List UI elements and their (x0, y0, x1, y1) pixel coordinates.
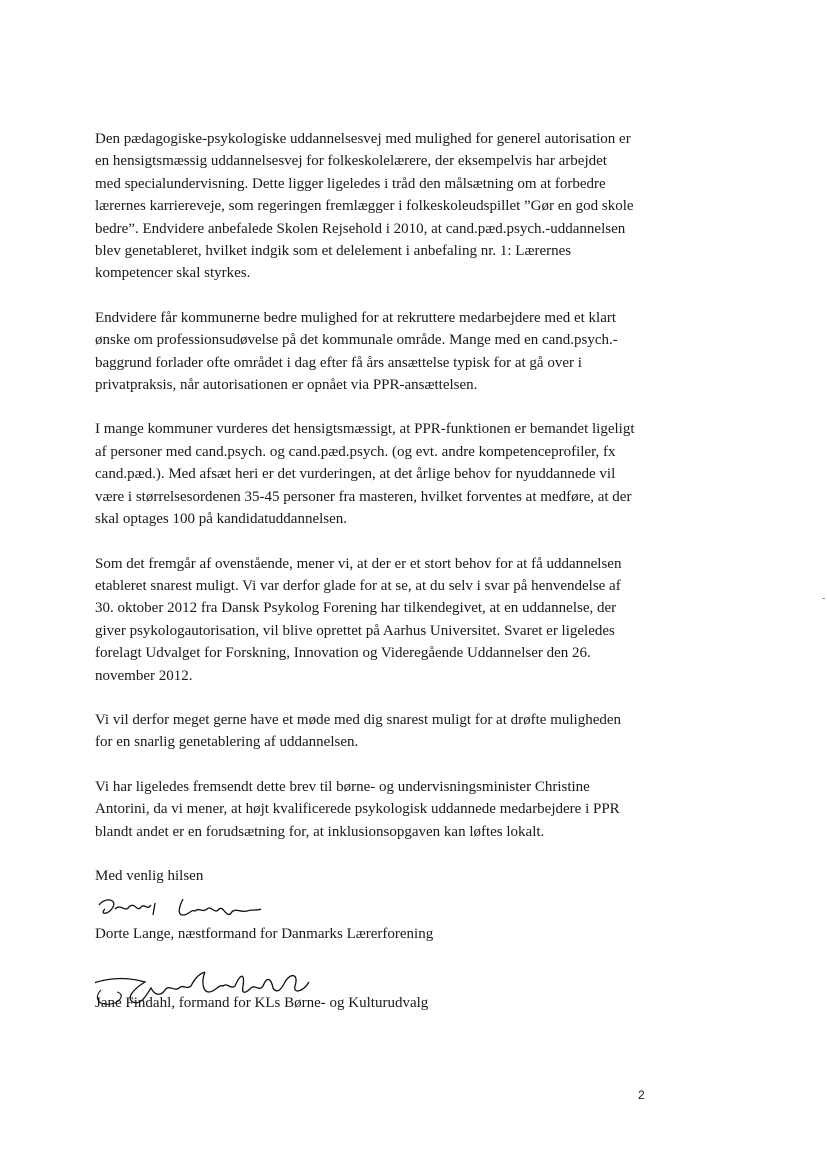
signer-name-2: Jane Findahl, formand for KLs Børne- og Kulturudvalg (95, 994, 429, 1011)
signature-block-2 (95, 968, 635, 1014)
handwritten-signature-1 (95, 893, 315, 923)
page-number: 2 (638, 1088, 645, 1102)
signer-name-1: Dorte Lange, næstformand for Danmarks Lærerforening (95, 926, 434, 943)
paragraph: I mange kommuner vurderes det hensigtsmæssigt, at PPR-funktionen er bemandet ligeligt af personer med cand.psych. og cand.pæd.psych. (og evt. andre kompetenceprofiler, fx cand.pæd.). Med afsæt heri er det vurderingen, at det årlige behov for nyuddannede vil være i størrelsesordenen 35-45 personer fra masteren, hvilket forventes at medføre, at der skal optages 100 på kandidatuddannelsen. (95, 421, 635, 528)
paragraph: Den pædagogiske-psykologiske uddannelsesvej med mulighed for generel autorisation er en hensigtsmæssig uddannelsesvej for folkeskolelærere, der eksempelvis har arbejdet med specialundervisning. Dette ligger ligeledes i tråd den målsætning om at forbedre lærernes karriereveje, som regeringen fremlægger i folkeskoleudspillet ”Gør en god skole bedre”. Endvidere anbefalede Skolen Rejsehold i 2010, at cand.pæd.psych.-uddannelsen blev genetableret, hvilket indgik som et delelement i anbefaling nr. 1: Lærernes kompetencer skal styrkes. (95, 131, 634, 282)
paragraph: Endvidere får kommunerne bedre mulighed for at rekruttere medarbejdere med et klart ønske om professionsudøvelse på det kommunale område. Mange med en cand.psych.-baggrund forlader ofte området i dag efter få års ansættelse typisk for at gå over i privatpraksis, når autorisationen er opnået via PPR-ansættelsen. (95, 309, 618, 394)
paragraph: Vi har ligeledes fremsendt dette brev til børne- og undervisningsminister Christine Antorini, da vi mener, at højt kvalificerede psykologisk uddannede medarbejdere i PPR blandt andet er en forudsætning for, at inklusionsopgaven kan løftes lokalt. (95, 778, 620, 840)
letter-body (95, 128, 635, 1014)
scan-mark (822, 598, 825, 599)
paragraph: Vi vil derfor meget gerne have et møde med dig snarest muligt for at drøfte muligheden for en snarlig genetablering af uddannelsen. (95, 711, 622, 751)
closing: Med venlig hilsen (95, 867, 204, 884)
paragraph: Som det fremgår af ovenstående, mener vi, at der er et stort behov for at få uddannelsen etableret snarest muligt. Vi var derfor glade for at se, at du selv i svar på henvendelse af 30. oktober 2012 fra Dansk Psykolog Forening har tilkendegivet, at en uddannelse, der giver psykologautorisation, vil blive oprettet på Aarhus Universitet. Svaret er ligeledes forelagt Udvalget for Forskning, Innovation og Videregående Uddannelser den 26. november 2012. (95, 555, 622, 684)
signature-block-1 (95, 893, 635, 945)
